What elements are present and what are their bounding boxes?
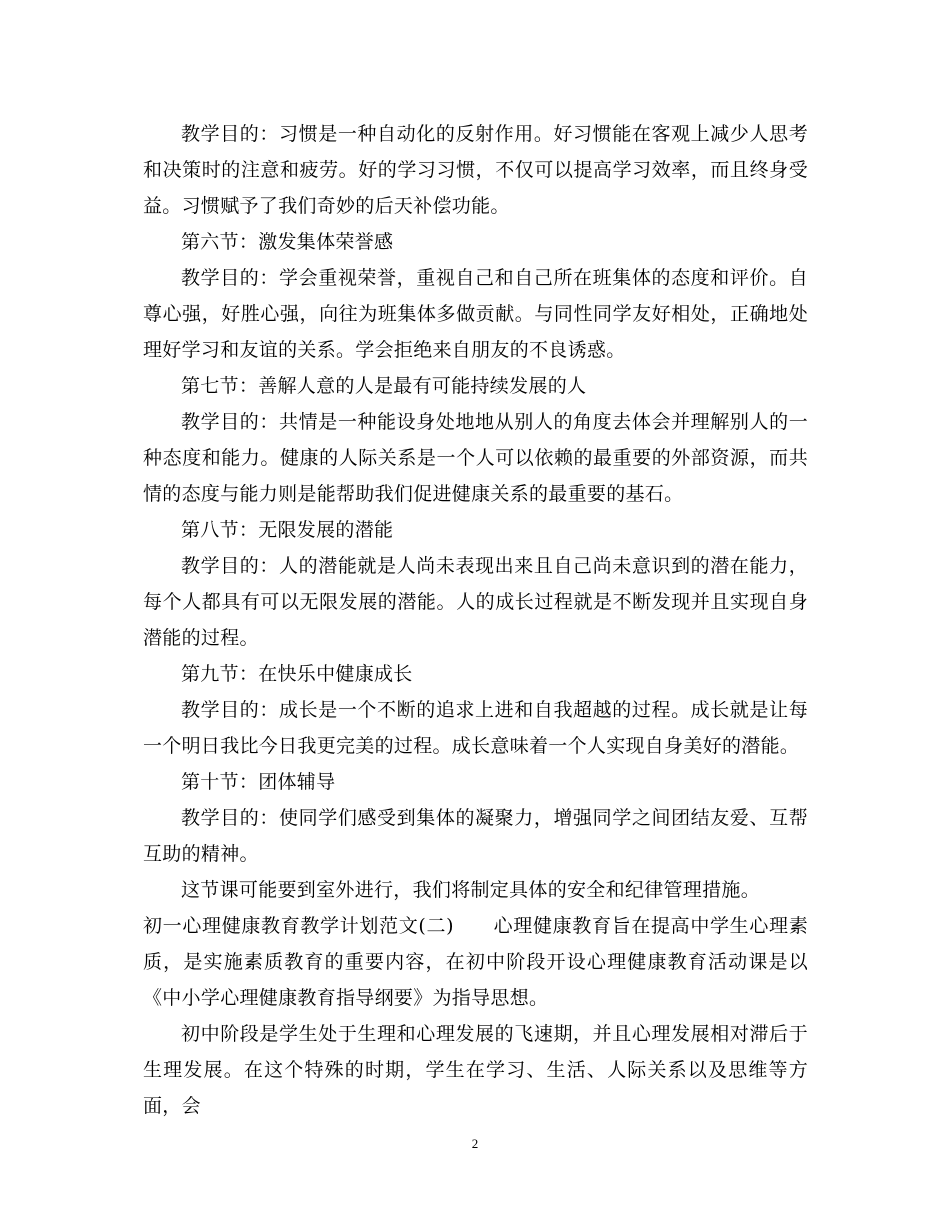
paragraph-outdoor-note: 这节课可能要到室外进行，我们将制定具体的安全和纪律管理措施。 (181, 879, 761, 901)
paragraph-plan-two-intro: 初一心理健康教育教学计划范文(二) 心理健康教育旨在提高中学生心理素质，是实施素质教育的重要内容，在初中阶段开设心理健康教育活动课是以《中小学心理健康教育指导纲要》为指导思想。 (143, 915, 808, 1009)
section-heading-10: 第十节：团体辅导 (181, 771, 336, 793)
section-heading-7: 第七节：善解人意的人是最有可能持续发展的人 (181, 375, 587, 397)
paragraph-group-goal: 教学目的：使同学们感受到集体的凝聚力，增强同学之间团结友爱、互帮互助的精神。 (143, 807, 808, 865)
paragraph-growth-goal: 教学目的：成长是一个不断的追求上进和自我超越的过程。成长就是让每一个明日我比今日我更完美的过程。成长意味着一个人实现自身美好的潜能。 (143, 699, 808, 757)
section-heading-8: 第八节：无限发展的潜能 (181, 519, 394, 541)
paragraph-habit-goal: 教学目的：习惯是一种自动化的反射作用。好习惯能在客观上减少人思考和决策时的注意和疲劳。好的学习习惯，不仅可以提高学习效率，而且终身受益。习惯赋予了我们奇妙的后天补偿功能。 (143, 123, 808, 217)
page-number: 2 (471, 1136, 479, 1151)
paragraph-junior-stage: 初中阶段是学生处于生理和心理发展的飞速期，并且心理发展相对滞后于生理发展。在这个特殊的时期，学生在学习、生活、人际关系以及思维等方面，会 (143, 1023, 808, 1117)
section-heading-9: 第九节：在快乐中健康成长 (181, 663, 413, 685)
paragraph-honor-goal: 教学目的：学会重视荣誉，重视自己和自己所在班集体的态度和评价。自尊心强，好胜心强，向往为班集体多做贡献。与同性同学友好相处，正确地处理好学习和友谊的关系。学会拒绝来自朋友的不良诱惑。 (143, 267, 808, 361)
paragraph-potential-goal: 教学目的：人的潜能就是人尚未表现出来且自己尚未意识到的潜在能力，每个人都具有可以无限发展的潜能。人的成长过程就是不断发现并且实现自身潜能的过程。 (143, 555, 808, 649)
document-body (143, 116, 808, 1124)
paragraph-empathy-goal: 教学目的：共情是一种能设身处地地从别人的角度去体会并理解别人的一种态度和能力。健康的人际关系是一个人可以依赖的最重要的外部资源，而共情的态度与能力则是能帮助我们促进健康关系的最重要的基石。 (143, 411, 808, 505)
section-heading-6: 第六节：激发集体荣誉感 (181, 231, 394, 253)
